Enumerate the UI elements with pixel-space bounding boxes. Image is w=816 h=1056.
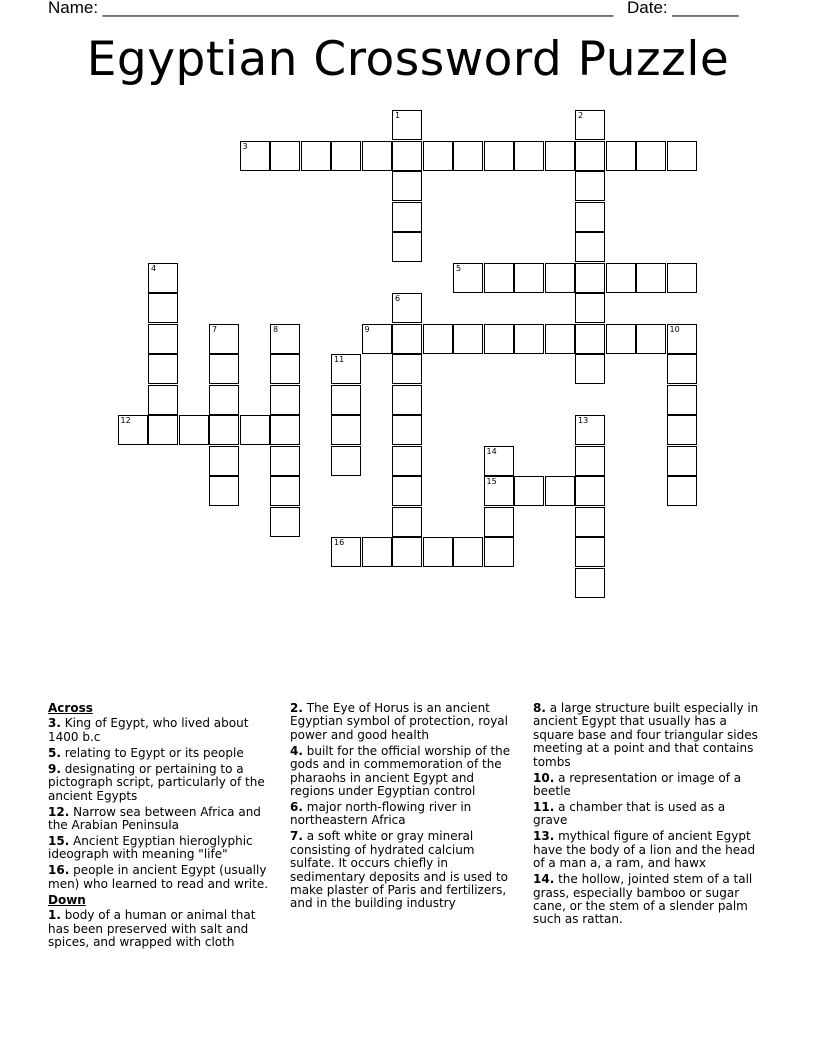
clue-text: Narrow sea between Africa and the Arabian Peninsula: [48, 804, 261, 833]
clue-across-5: [48, 747, 278, 760]
crossword-cell[interactable]: [392, 232, 422, 262]
crossword-cell[interactable]: [331, 446, 361, 476]
crossword-cell[interactable]: [392, 324, 422, 354]
crossword-cell[interactable]: [301, 141, 331, 171]
crossword-cell[interactable]: [667, 324, 697, 354]
crossword-cell[interactable]: [667, 263, 697, 293]
clue-down-2: [290, 702, 516, 742]
crossword-cell[interactable]: [209, 354, 239, 384]
crossword-cell[interactable]: [392, 537, 422, 567]
crossword-cell[interactable]: [270, 354, 300, 384]
crossword-cell[interactable]: [331, 537, 361, 567]
clue-number: 15.: [48, 834, 70, 849]
crossword-cell[interactable]: [179, 415, 209, 445]
clue-across-9: [48, 763, 278, 803]
clue-across-12: [48, 806, 278, 833]
crossword-cell[interactable]: [270, 446, 300, 476]
crossword-cell[interactable]: [636, 324, 666, 354]
crossword-cell[interactable]: [209, 476, 239, 506]
crossword-cell[interactable]: [392, 171, 422, 201]
crossword-cell[interactable]: [484, 324, 514, 354]
crossword-cell[interactable]: [331, 141, 361, 171]
clue-number-label: 6: [395, 294, 401, 303]
clue-down-8: [533, 702, 763, 769]
crossword-cell[interactable]: [514, 476, 544, 506]
crossword-cell[interactable]: [392, 141, 422, 171]
crossword-cell[interactable]: [575, 171, 605, 201]
clue-number-label: 3: [242, 141, 248, 151]
crossword-cell[interactable]: [606, 141, 636, 171]
clue-down-1: [48, 909, 278, 949]
crossword-cell[interactable]: [667, 415, 697, 445]
clue-text: a soft white or gray mineral consisting of hydrated calcium sulfate. It occurs chiefly in sedimentary deposits and is used to make plaster of Paris and fertilizers, and in the building industry: [290, 829, 508, 911]
crossword-cell[interactable]: [453, 141, 483, 171]
crossword-cell[interactable]: [575, 263, 605, 293]
crossword-cell[interactable]: [209, 385, 239, 415]
clue-number-label: 1: [395, 111, 401, 120]
clue-text: a representation or image of a beetle: [533, 770, 742, 799]
crossword-cell[interactable]: [545, 324, 575, 354]
down-heading: Down: [48, 892, 86, 907]
clue-text: The Eye of Horus is an ancient Egyptian symbol of protection, royal power and good health: [290, 701, 508, 742]
clue-number: 3.: [48, 716, 61, 731]
crossword-cell[interactable]: [270, 141, 300, 171]
clue-number-label: 2: [578, 111, 584, 120]
clue-text: mythical figure of ancient Egypt have the body of a lion and the head of a man a, a ram, and hawx: [533, 829, 756, 871]
clue-number-label: 7: [212, 324, 218, 334]
name-field-label: Name: ______________________________________________________: [48, 0, 614, 17]
crossword-cell[interactable]: [209, 415, 239, 445]
crossword-cell[interactable]: [148, 293, 178, 323]
crossword-cell[interactable]: [545, 476, 575, 506]
crossword-cell[interactable]: [362, 141, 392, 171]
crossword-cell[interactable]: [270, 324, 300, 354]
clue-number: 8.: [533, 701, 546, 715]
clues-column-1: [48, 702, 278, 952]
clue-number: 14.: [533, 872, 555, 887]
clue-number: 13.: [533, 829, 555, 844]
clue-text: King of Egypt, who lived about 1400 b.c: [48, 716, 249, 744]
crossword-cell[interactable]: [575, 141, 605, 171]
crossword-cell[interactable]: [636, 141, 666, 171]
clues-column-2: [290, 702, 516, 913]
clue-number: 11.: [533, 800, 555, 815]
clue-number-label: 11: [334, 355, 345, 364]
clue-down-6: [290, 801, 516, 828]
clue-text: body of a human or animal that has been preserved with salt and spices, and wrapped with cloth: [48, 908, 256, 950]
clue-number-label: 8: [273, 324, 279, 334]
clue-across-15: [48, 835, 278, 862]
crossword-cell[interactable]: [484, 476, 514, 506]
clue-number: 2.: [290, 701, 303, 715]
crossword-cell[interactable]: [148, 385, 178, 415]
clue-down-13: [533, 830, 763, 870]
clue-number-label: 5: [456, 263, 462, 273]
crossword-cell[interactable]: [606, 324, 636, 354]
clue-number: 10.: [533, 770, 555, 785]
crossword-cell[interactable]: [484, 446, 514, 476]
crossword-cell[interactable]: [362, 537, 392, 567]
clue-down-11: [533, 801, 763, 828]
crossword-cell[interactable]: [209, 324, 239, 354]
crossword-cell[interactable]: [575, 507, 605, 537]
crossword-cell[interactable]: [392, 202, 422, 232]
clue-text: designating or pertaining to a pictograph script, particularly of the ancient Egypts: [48, 761, 265, 803]
clue-down-4: [290, 745, 516, 799]
crossword-cell[interactable]: [392, 446, 422, 476]
crossword-cell[interactable]: [606, 263, 636, 293]
clue-text: a large structure built especially in ancient Egypt that usually has a square base and four triangular sides meeting at a point and that contains tombs: [533, 701, 759, 769]
crossword-cell[interactable]: [545, 263, 575, 293]
clue-number: 9.: [48, 761, 61, 776]
crossword-cell[interactable]: [636, 263, 666, 293]
crossword-cell[interactable]: [392, 507, 422, 537]
clue-text: built for the official worship of the gods and in commemoration of the pharaohs in ancient Egypt and regions under Egyptian control: [290, 743, 511, 799]
crossword-cell[interactable]: [667, 385, 697, 415]
crossword-cell[interactable]: [392, 476, 422, 506]
clue-number: 1.: [48, 908, 61, 923]
clue-number: 5.: [48, 745, 61, 760]
crossword-cell[interactable]: [545, 141, 575, 171]
crossword-cell[interactable]: [484, 537, 514, 567]
date-field-label: Date: _______: [627, 0, 739, 17]
crossword-cell[interactable]: [423, 324, 453, 354]
crossword-cell[interactable]: [575, 293, 605, 323]
crossword-cell[interactable]: [148, 354, 178, 384]
crossword-cell[interactable]: [484, 263, 514, 293]
crossword-cell[interactable]: [240, 415, 270, 445]
clue-text: Ancient Egyptian hieroglyphic ideograph with meaning "life": [48, 834, 253, 862]
clue-text: major north-flowing river in northeastern Africa: [290, 800, 472, 828]
clue-number: 6.: [290, 800, 303, 815]
crossword-cell[interactable]: [392, 415, 422, 445]
clue-number-label: 15: [486, 477, 497, 486]
crossword-cell[interactable]: [270, 385, 300, 415]
crossword-cell[interactable]: [575, 537, 605, 567]
crossword-cell[interactable]: [148, 263, 178, 293]
crossword-cell[interactable]: [392, 110, 422, 140]
crossword-cell[interactable]: [484, 507, 514, 537]
crossword-cell[interactable]: [484, 141, 514, 171]
clue-number-label: 14: [486, 446, 497, 456]
crossword-cell[interactable]: [270, 415, 300, 445]
crossword-cell[interactable]: [514, 324, 544, 354]
crossword-cell[interactable]: [575, 110, 605, 140]
crossword-cell[interactable]: [453, 263, 483, 293]
crossword-cell[interactable]: [270, 476, 300, 506]
crossword-cell[interactable]: [514, 141, 544, 171]
crossword-cell[interactable]: [575, 446, 605, 476]
crossword-cell[interactable]: [667, 141, 697, 171]
crossword-cell[interactable]: [362, 324, 392, 354]
clue-text: the hollow, jointed stem of a tall grass, especially bamboo or sugar cane, or the stem of a slender palm such as rattan.: [533, 872, 753, 927]
clue-number-label: 16: [334, 538, 345, 547]
clues-column-3: [533, 702, 763, 929]
clue-text: relating to Egypt or its people: [64, 745, 244, 760]
clue-number: 7.: [290, 829, 303, 844]
crossword-cell[interactable]: [575, 415, 605, 445]
crossword-cell[interactable]: [331, 415, 361, 445]
crossword-cell[interactable]: [240, 141, 270, 171]
crossword-cell[interactable]: [270, 507, 300, 537]
clue-number-label: 12: [120, 416, 131, 425]
clue-number-label: 10: [669, 324, 680, 334]
crossword-cell[interactable]: [667, 354, 697, 384]
crossword-cell[interactable]: [575, 568, 605, 598]
crossword-cell[interactable]: [453, 537, 483, 567]
crossword-cell[interactable]: [392, 293, 422, 323]
clue-down-7: [290, 830, 516, 910]
crossword-cell[interactable]: [331, 354, 361, 384]
clue-number: 16.: [48, 863, 70, 878]
crossword-cell[interactable]: [392, 385, 422, 415]
crossword-cell[interactable]: [118, 415, 148, 445]
clue-down-10: [533, 772, 763, 799]
crossword-cell[interactable]: [392, 354, 422, 384]
page-title: Egyptian Crossword Puzzle: [86, 32, 730, 87]
crossword-cell[interactable]: [423, 537, 453, 567]
crossword-cell[interactable]: [667, 446, 697, 476]
crossword-cell[interactable]: [148, 324, 178, 354]
crossword-cell[interactable]: [453, 324, 483, 354]
clue-number: 4.: [290, 743, 303, 758]
clue-across-16: [48, 864, 278, 891]
clue-across-3: [48, 717, 278, 744]
crossword-cell[interactable]: [575, 232, 605, 262]
clue-number-label: 4: [151, 263, 157, 273]
clue-number-label: 9: [364, 324, 370, 334]
clue-text: people in ancient Egypt (usually men) who learned to read and write.: [48, 863, 269, 891]
clue-text: a chamber that is used as a grave: [533, 800, 726, 828]
crossword-cell[interactable]: [209, 446, 239, 476]
crossword-cell[interactable]: [148, 415, 178, 445]
clue-number-label: 13: [578, 416, 589, 425]
across-heading: Across: [48, 701, 93, 715]
clue-number: 12.: [48, 804, 70, 819]
crossword-cell[interactable]: [575, 476, 605, 506]
crossword-cell[interactable]: [423, 141, 453, 171]
crossword-cell[interactable]: [667, 476, 697, 506]
crossword-cell[interactable]: [575, 354, 605, 384]
crossword-cell[interactable]: [514, 263, 544, 293]
crossword-cell[interactable]: [575, 324, 605, 354]
crossword-cell[interactable]: [575, 202, 605, 232]
crossword-cell[interactable]: [331, 385, 361, 415]
clue-down-14: [533, 873, 763, 927]
